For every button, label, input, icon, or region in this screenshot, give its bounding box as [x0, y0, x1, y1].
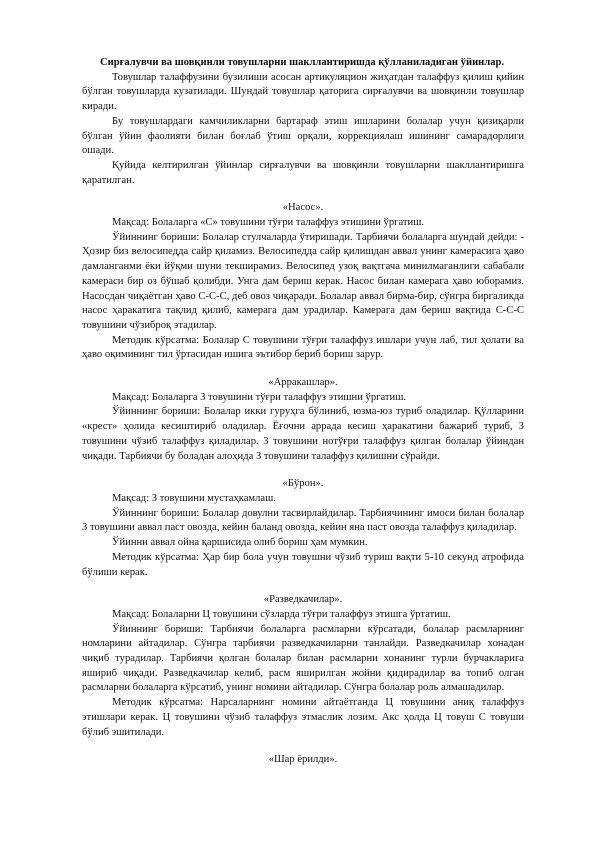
game-title-nasos: «Насос».	[282, 202, 324, 214]
game-note: Ўйинни аввал ойна қаршисида олиб бориш ҳам мумкин.	[112, 537, 368, 549]
game-title-boron: «Бўрон».	[282, 478, 324, 490]
game-method-note: Методик кўрсатма: Нарсаларнинг номини айтаётганда Ц товушини аниқ талаффуз этишлари керак. Ц товушини чўзиб талаффуз этмаслик лозим. Акс ҳолда Ц товуш С товуши бўлиб эшитилади.	[82, 697, 524, 738]
game-title-arrakashlar: «Арракашлар».	[268, 377, 338, 389]
game-goal: Мақсад: Болаларга З товушини тўғри талаффуз этишни ўргатиш.	[112, 391, 407, 403]
game-goal: Мақсад: З товушини мустаҳкамлаш.	[112, 492, 276, 504]
game-goal: Мақсад: Болаларни Ц товушини сўзларда тўғри талаффуз этишга ўртатиш.	[112, 608, 451, 620]
intro-paragraph: Товушлар талаффузини бузилиши асосан артикуляцион жиҳатдан талаффуз қилиш қийин бўлган товушларда кузатилади. Шундай товушлар қаторига сирғалувчи ва шовқинли товушлар киради.	[82, 71, 524, 113]
game-procedure: Ўйиннинг бориши: Болалар довулни тасвирлайдилар. Тарбиячининг имоси билан болалар З товушини аввал паст овозда, кейин баланд овозда, кейин яна паст овозда талаффуз қиладилар.	[82, 507, 524, 534]
game-procedure: Ўйиннинг бориши: Тарбиячи болаларга расмларни кўрсатади, болалар расмларнинг номларини айтадилар. Сўнгра тарбиячи разведкачиларни танлайди. Разведкачилар хонадан чиқиб турадилар. Тарбиячи қолган болалар билан расмларни хонанинг турли бурчакларига яшириб чиқади. Разведкачилар келиб, расм яширилган жойни қидирадилар ва топиб олган расмларни болаларга кўрсатиб, унинг номини айтадилар. Сўнгра болалар роль алмашадилар.	[82, 623, 524, 694]
intro-paragraph: Қуйида келтирилган ўйинлар сирғалувчи ва шовқинли товушларни шакллантиришга қаратилган.	[82, 159, 524, 186]
game-title-shar-yorildi: «Шар ёрилди».	[268, 754, 338, 766]
document-title: Сирғалувчи ва шовқинли товушларни шакллантиришда қўлланиладиган ўйинлар.	[99, 57, 505, 68]
document-page	[82, 56, 524, 768]
game-method-note: Методик кўрсатма: Ҳар бир бола учун товушни чўзиб туриш вақти 5-10 секунд атрофида бўлиши керак.	[82, 551, 524, 578]
game-goal: Мақсад: Болаларга «С» товушини тўғри талаффуз этишини ўргатиш.	[112, 217, 425, 229]
game-procedure: Ўйиннинг бориши: Болалар икки гуруҳга бўлиниб, юзма-юз туриб оладилар. Қўлларини «крест» ҳолида кесиштириб оладилар. Ёғочни аррада кесиш ҳаракатини бажариб туриб, З товушини чўзиб талаффуз қиладилар. З товушини нотўғри талаффуз қилган болалар ўйиндан чиқади. Тарбиячи бу боладан алоҳида З товушини талаффуз қилишни сўрайди.	[82, 406, 524, 462]
game-title-razvedkachilar: «Разведкачилар».	[263, 594, 343, 606]
intro-paragraph: Бу товушлардаги камчиликларни бартараф этиш ишларини болалар учун қизиқарли бўлган ўйин фаолияти билан боғлаб ўтиш орқали, коррекциялаш ишининг самарадорлиги ошади.	[82, 115, 524, 157]
game-procedure: Ўйиннинг бориши: Болалар стулчаларда ўтиришади. Тарбиячи болаларга шундай дейди: - Ҳозир биз велосипедда сайр қиламиз. Велосипедда сайр қилишдан аввал унинг камерасига ҳаво дамланганми ёки йўқми шуни текширамиз. Велосипед узоқ вақтгача минилмаганлиги сабабали камераси бир оз бўшаб қолибди. Унга дам бериш керак. Насос билан камерага ҳаво юборамиз. Насосдан чиқаётган ҳаво С-С-С, деб овоз чиқаради. Болалар аввал бирма-бир, сўнгра биргаликда насос ҳаракатига тақлид қилиб, камерага дам урадилар. Камерага дам бериш вақтида С-С-С товушини чўзиброқ этадилар.	[82, 231, 524, 331]
game-method-note: Методик кўрсатма: Болалар С товушини тўғри талаффуз ишлари учун лаб, тил ҳолати ва ҳаво оқимининг тил ўртасидан ишига эътибор бериб бориш зарур.	[82, 334, 524, 361]
